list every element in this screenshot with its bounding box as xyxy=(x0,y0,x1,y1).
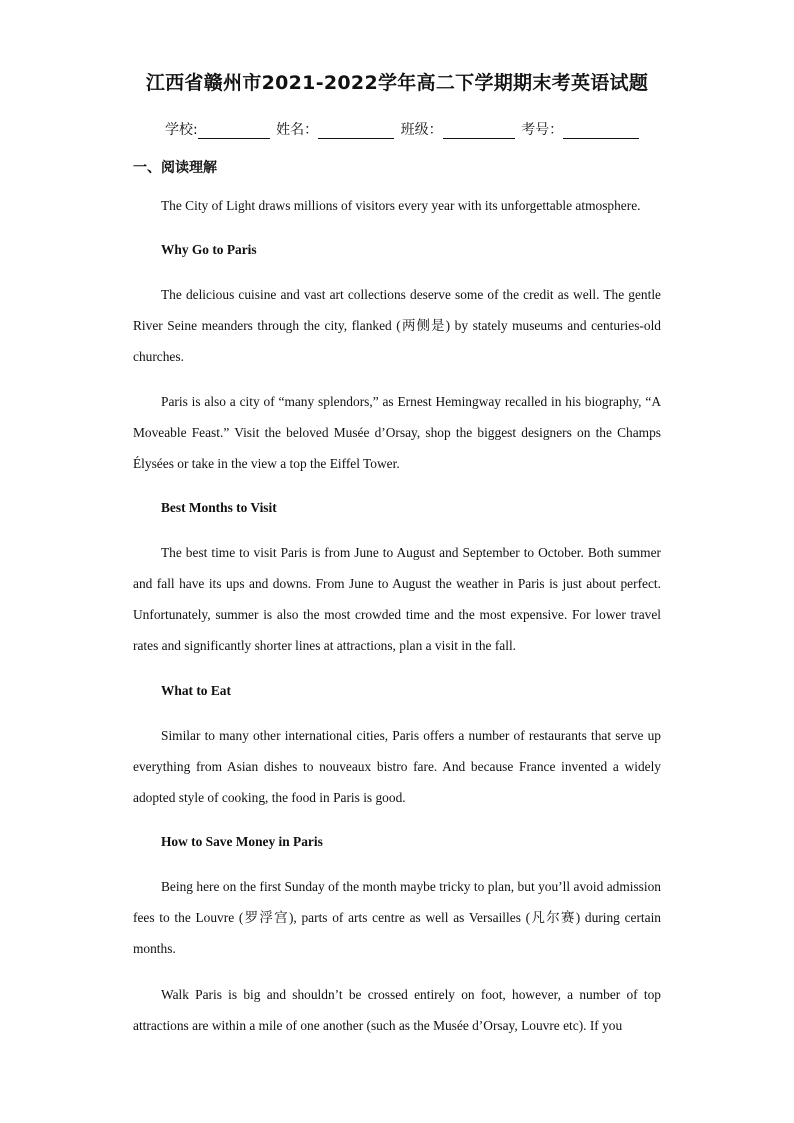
paragraph-walk: Walk Paris is big and shouldn’t be crossed entirely on foot, however, a number of top attractions are within a mile of one another (such as the Musée d’Orsay, Louvre etc). If you xyxy=(133,987,661,1033)
paragraph-splendors: Paris is also a city of “many splendors,” as Ernest Hemingway recalled in his biography, “A Moveable Feast.” Visit the beloved Musée d’Orsay, shop the biggest designers on the Champs Élysées or take in the view a top the Eiffel Tower. xyxy=(133,394,661,471)
section-heading: 一、阅读理解 xyxy=(133,160,217,176)
class-label: 班级： xyxy=(400,122,443,138)
exam-number-blank[interactable] xyxy=(563,124,639,139)
heading-best-months: Best Months to Visit xyxy=(161,500,277,515)
name-blank[interactable] xyxy=(318,124,394,139)
heading-why-go: Why Go to Paris xyxy=(161,242,257,257)
paragraph-restaurants: Similar to many other international cities, Paris offers a number of restaurants that serve up everything from Asian dishes to nouveaux bistro fare. And because France invented a widely adopted style of cooking, the food in Paris is good. xyxy=(133,728,661,805)
school-blank[interactable] xyxy=(198,124,270,139)
paragraph-first-sunday: Being here on the first Sunday of the month maybe tricky to plan, but you’ll avoid admission fees to the Louvre (罗浮宫), parts of arts centre as well as Versailles (凡尔赛) during certain months. xyxy=(133,879,661,956)
document-title: 江西省赣州市2021-2022学年高二下学期期末考英语试题 xyxy=(145,72,649,94)
paragraph-intro: The City of Light draws millions of visitors every year with its unforgettable atmosphere. xyxy=(161,198,641,213)
exam-number-label: 考号： xyxy=(521,122,564,138)
paragraph-cuisine: The delicious cuisine and vast art collections deserve some of the credit as well. The gentle River Seine meanders through the city, flanked (两侧是) by stately museums and centuries-old churches. xyxy=(133,287,661,364)
class-blank[interactable] xyxy=(443,124,515,139)
name-label: 姓名： xyxy=(276,122,319,138)
heading-save-money: How to Save Money in Paris xyxy=(161,834,323,849)
paragraph-best-time: The best time to visit Paris is from June to August and September to October. Both summer and fall have its ups and downs. From June to August the weather in Paris is just about perfect. Unfortunately, summer is also the most crowded time and the most expensive. For lower travel rates and significantly shorter lines at attractions, plan a visit in the fall. xyxy=(133,545,661,653)
student-info-line xyxy=(165,119,641,139)
school-label: 学校: xyxy=(165,122,198,138)
heading-what-to-eat: What to Eat xyxy=(161,683,231,698)
